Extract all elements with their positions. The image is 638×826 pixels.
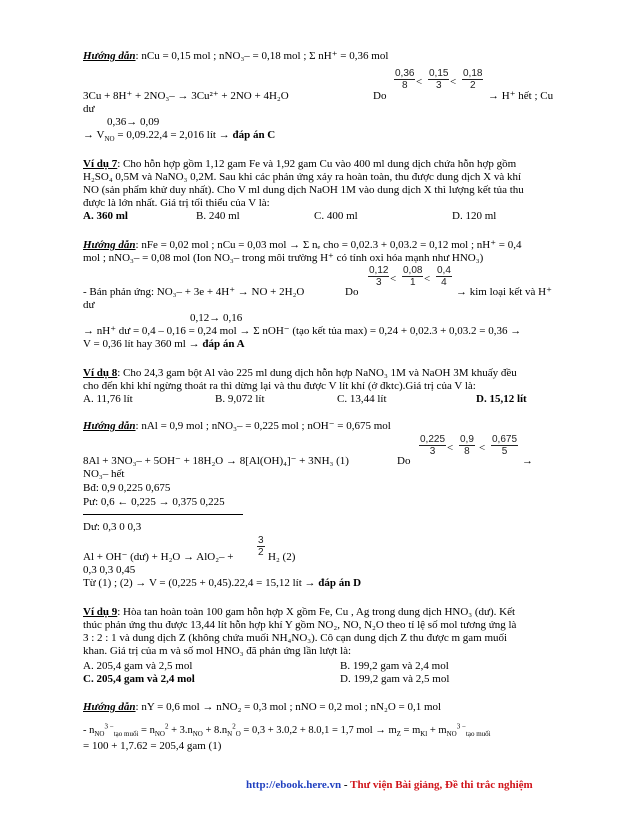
choice-a: A. 11,76 lít (83, 393, 133, 405)
text-line: 0,3 0,3 0,45 (83, 564, 136, 576)
text-line: dư (83, 299, 95, 311)
choice-a: A. 360 ml (83, 210, 128, 222)
text-line: 8Al + 3NO₃– + 5OH⁻ + 18H₂O → 8[Al(OH)₄]⁻ + 3NH₃ (1) (83, 455, 349, 467)
do-label: Do (373, 90, 387, 102)
result-line: → $V_{NO} = 0,09.22,4 = 2,016$ lít → đáp án C (83, 129, 276, 144)
text-line: 0,36→ 0,09 (107, 116, 160, 128)
choice-d: D. 199,2 gam và 2,5 mol (340, 673, 450, 685)
text-line: = 100 + 1,7.62 = 205,4 gam (1) (83, 740, 222, 752)
text-line: cho đến khi khí ngừng thoát ra thì dừng lại và thu được V lít khí (ở đktc).Giá trị của V là: (83, 380, 476, 392)
text-line: Pư: 0,6 ← 0,225 → 0,375 0,225 (83, 496, 225, 508)
choice-b: B. 9,072 lít (215, 393, 265, 405)
choice-d: D. 120 ml (452, 210, 497, 222)
fraction: $\frac{0,12}{3}$ (369, 265, 389, 288)
less-than: < (424, 273, 431, 285)
text-line: → nH⁺ dư = 0,4 – 0,16 = 0,24 mol → Σ nOH⁻ (tạo kết tủa max) = 0,24 + 0,02.3 + 0,03.2 = 0,36 → (83, 325, 522, 337)
text-line: được là lớn nhất. Giá trị tối thiểu của V là: (83, 197, 270, 209)
do-label: Do (397, 455, 411, 467)
fraction: $\frac{0,4}{4}$ (437, 265, 451, 288)
choice-a: A. 205,4 gam và 2,5 mol (83, 660, 193, 672)
text-line: thúc phản ứng thu được 13,44 lít hỗn hợp khí Y gồm NO₂, NO, N₂O theo tỉ lệ số mol tương ứng là (83, 619, 517, 631)
text-line: 3 : 2 : 1 và dung dịch Z (không chứa muối NH₄NO₃). Cô cạn dung dịch Z thu được m gam muối (83, 632, 508, 644)
fraction: $\frac{0,18}{2}$ (463, 68, 483, 91)
choice-c: C. 400 ml (314, 210, 358, 222)
text-line: Dư: 0,3 0 0,3 (83, 521, 142, 533)
text-line: khan. Giá trị của m và số mol HNO₃ đã phản ứng lần lượt là: (83, 645, 352, 657)
choice-d: D. 15,12 lít (476, 393, 527, 405)
answer: đáp án C (232, 129, 276, 141)
choice-b: B. 199,2 gam và 2,4 mol (340, 660, 449, 672)
choice-c: C. 13,44 lít (337, 393, 387, 405)
guide-heading: Hướng dẫn (83, 50, 136, 62)
text-line: H₂SO₄ 0,5M và NaNO₃ 0,2M. Sau khi các phản ứng xảy ra hoàn toàn, thu được dung dịch X và khí (83, 171, 522, 183)
example-8: Ví dụ 8: Cho 24,3 gam bột Al vào 225 ml dung dịch hỗn hợp NaNO₃ 1M và NaOH 3M khuấy đều (83, 367, 517, 379)
answer: đáp án D (318, 577, 362, 589)
less-than: < (447, 442, 454, 454)
answer: đáp án A (202, 338, 245, 350)
guide-line-1: Hướng dẫn: nCu = 0,15 mol ; nNO₃– = 0,18 mol ; Σ nH⁺ = 0,36 mol (83, 50, 389, 62)
guide-line-3: Hướng dẫn: nAl = 0,9 mol ; nNO₃– = 0,225 mol ; nOH⁻ = 0,675 mol (83, 420, 391, 432)
text-line: NO₃– hết (83, 468, 125, 480)
result-line: Từ (1) ; (2) → V = (0,225 + 0,45).22,4 = 15,12 lít → đáp án D (83, 577, 362, 589)
text-line: mol ; nNO₃– = 0,08 mol (Ion NO₃– trong môi trường H⁺ có tính oxi hóa mạnh như HNO₃) (83, 252, 484, 264)
result-line: V = 0,36 lít hay 360 ml → đáp án A (83, 338, 245, 350)
fraction: $\frac{3}{2}$ (258, 535, 264, 558)
fraction: $\frac{0,08}{1}$ (403, 265, 423, 288)
text-line: Al + OH⁻ (dư) + H₂O → AlO₂– + (83, 551, 234, 563)
guide-line-4: Hướng dẫn: nY = 0,6 mol → nNO₂ = 0,3 mol ; nNO = 0,2 mol ; nN₂O = 0,1 mol (83, 701, 442, 713)
less-than: < (450, 76, 457, 88)
text-line: dư (83, 103, 95, 115)
text-line: - Bán phản ứng: NO₃– + 3e + 4H⁺ → NO + 2H₂O (83, 286, 305, 298)
less-than: < (390, 273, 397, 285)
fraction: $\frac{0,9}{8}$ (460, 434, 474, 457)
example-9: Ví dụ 9: Hòa tan hoàn toàn 100 gam hỗn hợp X gồm Fe, Cu , Ag trong dung dịch HNO₃ (dư). Kết (83, 606, 516, 618)
conclusion-text: → H⁺ hết ; Cu (488, 90, 554, 102)
footer-title: Thư viện Bài giảng, Đề thi trắc nghiệm (350, 779, 533, 791)
text-line: H₂ (2) (268, 551, 296, 563)
example-7: Ví dụ 7: Cho hỗn hợp gồm 1,12 gam Fe và 1,92 gam Cu vào 400 ml dung dịch chứa hỗn hợp gồm (83, 158, 517, 170)
equation-line: 3Cu + 8H⁺ + 2NO₃– → 3Cu²⁺ + 2NO + 4H₂O (83, 90, 289, 102)
conclusion-text: → kim loại kết và H⁺ (456, 286, 552, 298)
text-line: Bđ: 0,9 0,225 0,675 (83, 482, 171, 494)
choice-b: B. 240 ml (196, 210, 240, 222)
divider (83, 514, 243, 515)
choice-c: C. 205,4 gam và 2,4 mol (83, 673, 195, 685)
footer: http://ebook.here.vn - Thư viện Bài giảng, Đề thi trắc nghiệm (246, 779, 533, 791)
less-than: < (479, 442, 486, 454)
text-line: 0,12→ 0,16 (190, 312, 243, 324)
nitrate-equation: - $n_{NO}^{3 -}_{tạo muối} = n_{NO}^2 + 3.n_{NO} + 8.n_N^2_O = 0,3 + 3.0,2 + 8.0,1 = 1,7$ mol → $m_Z = m_{Kl} + m_{NO}^{3 -}_{tạo muối}$ (83, 722, 491, 739)
do-label: Do (345, 286, 359, 298)
fraction: $\frac{0,36}{8}$ (395, 68, 415, 91)
footer-link[interactable]: http://ebook.here.vn (246, 779, 342, 791)
fraction: $\frac{0,675}{5}$ (492, 434, 518, 457)
arrow: → (522, 455, 533, 467)
fraction: $\frac{0,225}{3}$ (420, 434, 446, 457)
fraction: $\frac{0,15}{3}$ (429, 68, 449, 91)
guide-line-2: Hướng dẫn: nFe = 0,02 mol ; nCu = 0,03 mol → Σ nₑ cho = 0,02.3 + 0,03.2 = 0,12 mol ; nH⁺ = 0,4 (83, 239, 522, 251)
text-line: NO (sản phẩm khử duy nhất). Cho V ml dung dịch NaOH 1M vào dung dịch X thì lượng kết tủa thu (83, 184, 524, 196)
less-than: < (416, 76, 423, 88)
